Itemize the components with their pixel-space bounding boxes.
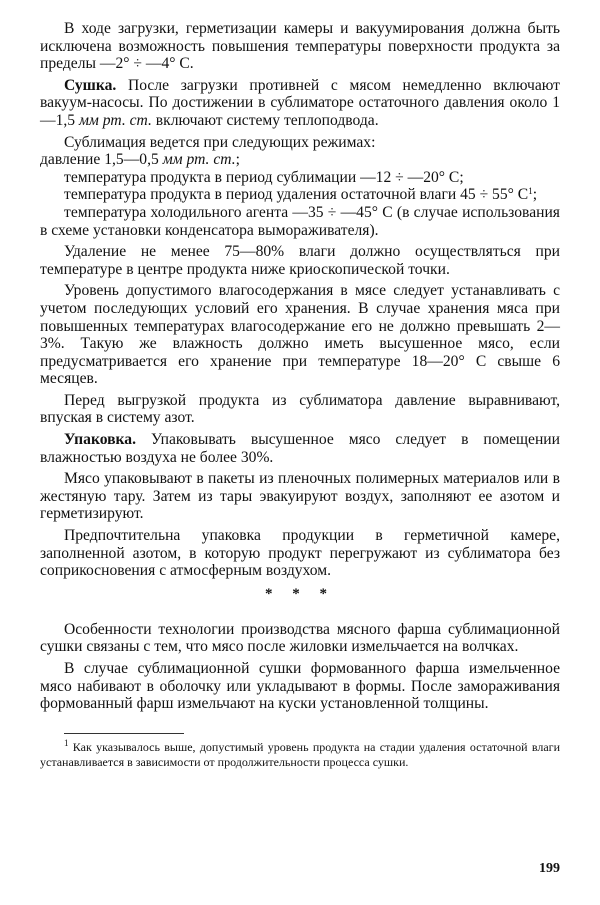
paragraph-packaging-nitrogen: Предпочтительна упаковка продукции в герметичной камере, заполненной азотом, в которую продукт перегружают из сублиматора без соприкосновения с атмосферным воздухом. [40,527,560,580]
footnote-mark: 1 [64,737,69,748]
footnote: $^1$ Как указывалось выше, допустимый уровень продукта на стадии удаления остаточной влаги устанавливается в зависимости от продолжительности процесса сушки. [40,737,560,769]
section-separator: * * * [265,585,335,602]
mode-temp-sublimation: температура продукта в период сублимации —12 ÷ —20° С; [64,168,464,186]
page-body [40,20,560,769]
paragraph-drying: Сушка. После загрузки противней с мясом немедленно включают вакуум-насосы. По достижении в сублиматоре остаточного давления около 1—1,5 мм рт. ст. включают систему теплоподвода. [40,76,560,129]
mode-temp-removal: температура продукта в период удаления остаточной влаги 45 ÷ 55° $С^1$; [64,186,538,204]
paragraph-moisture-level: Уровень допустимого влагосодержания в мясе следует устанавливать с учетом последующих условий его хранения. В случае хранения мяса при повышенных температурах влагосодержание его не должно превышать 2—3%. Такую же влажность должно иметь высушенное мясо, если предусматривается его хранение при температуре 18—20° С свыше 6 месяцев. [40,282,560,388]
footnote-divider [64,733,184,734]
paragraph-mince-formed: В случае сублимационной сушки формованного фарша измельченное мясо набивают в оболочку или укладывают в формы. После замораживания формованный фарш измельчают на куски установленной толщины. [40,660,560,713]
paragraph-packaging-bags: Мясо упаковывают в пакеты из пленочных полимерных материалов или в жестяную тару. Затем из тары эвакуируют воздух, заполняют ее азотом и герметизируют. [40,470,560,523]
paragraph-packaging: Упаковка. Упаковывать высушенное мясо следует в помещении влажностью воздуха не более 30%. [40,431,560,466]
mode-pressure: давление 1,5—0,5 мм рт. ст.; [40,151,240,169]
paragraph-unloading: Перед выгрузкой продукта из сублиматора давление выравнивают, впуская в систему азот. [40,391,560,427]
paragraph-loading: В ходе загрузки, герметизации камеры и вакуумирования должна быть исключена возможность повышения температуры поверхности продукта за пределы —2° ÷ —4° С. [40,20,560,73]
paragraph-moisture-removal: Удаление не менее 75—80% влаги должно осуществляться при температуре в центре продукта ниже криоскопической точки. [40,243,560,278]
heading-packaging: Упаковка. [64,431,136,449]
page-number: 199 [539,861,560,876]
paragraph-modes-intro: Сублимация ведется при следующих режимах: [64,133,376,151]
heading-drying: Сушка. [64,76,117,94]
paragraph-mince-features: Особенности технологии производства мясного фарша сублимационной сушки связаны с тем, что мясо после жиловки измельчается на волчках. [40,620,560,656]
footnote-ref: 1 [528,186,533,197]
mode-temp-coolant: температура холодильного агента —35 ÷ —45° С (в случае использования в схеме установки конденсатора вымораживателя). [40,203,560,239]
